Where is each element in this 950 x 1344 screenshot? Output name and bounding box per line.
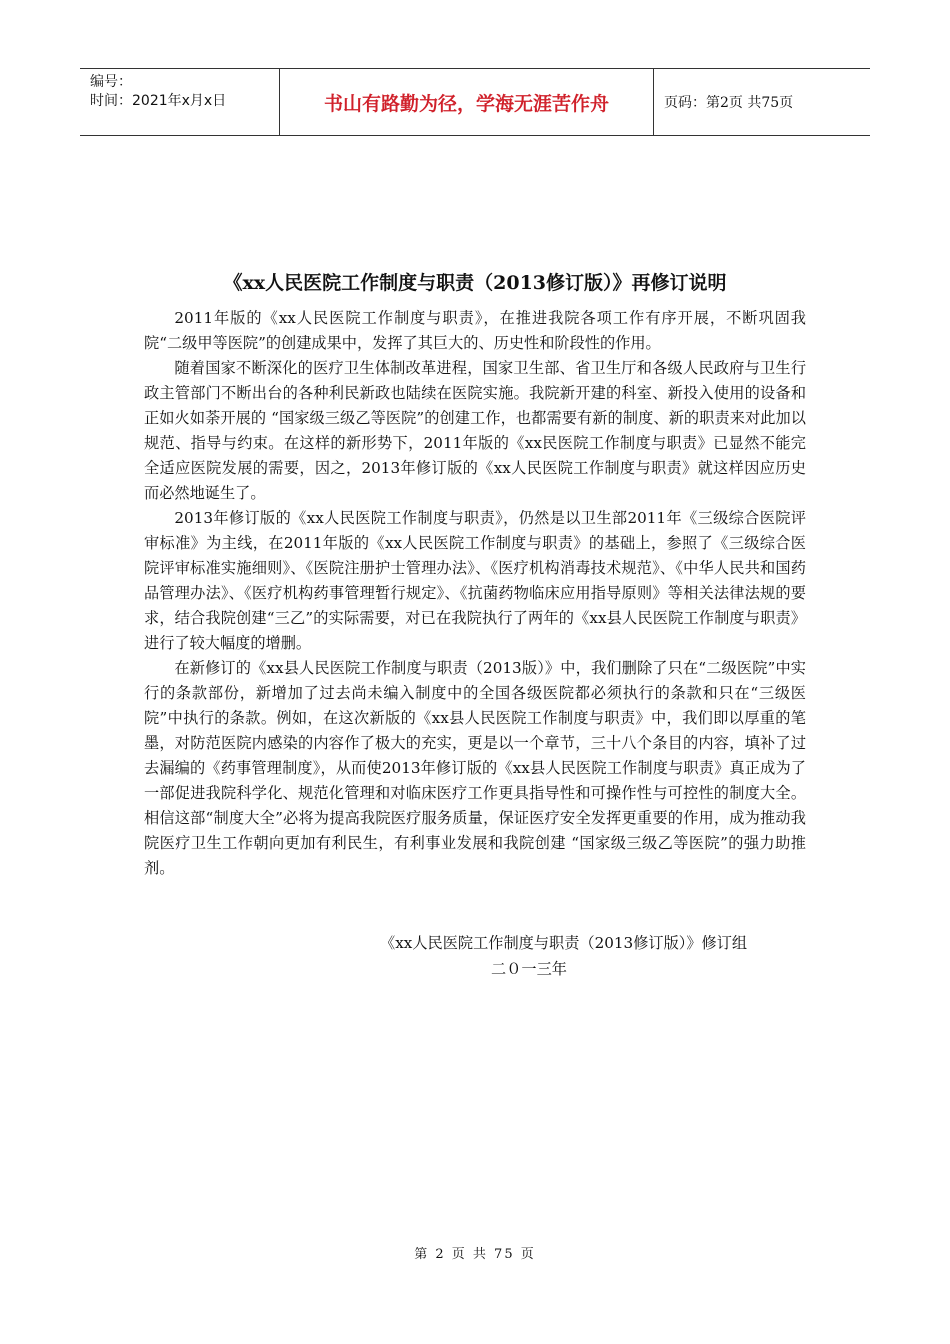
signature-date: 二０一三年 (491, 960, 567, 978)
paragraph: 在新修订的《xx县人民医院工作制度与职责（2013版）》中，我们删除了只在“二级医院”中实行的条款部份，新增加了过去尚未编入制度中的全国各级医院都必须执行的条款和只在“三级医院”中执行的条款。例如，在这次新版的《xx县人民医院工作制度与职责》中，我们即以厚重的笔墨，对防范医院内感染的内容作了极大的充实，更是以一个章节，三十八个条目的内容，填补了过去漏编的《药事管理制度》，从而使2013年修订版的《xx县人民医院工作制度与职责》真正成为了一部促进我院科学化、规范化管理和对临床医疗工作更具指导性和可操作性与可控性的制度大全。相信这部“制度大全”必将为提高我院医疗服务质量，保证医疗安全发挥更重要的作用，成为推动我院医疗卫生工作朝向更加有利民生，有利事业发展和我院创建 “国家级三级乙等医院”的强力助推剂。 (144, 659, 806, 877)
paragraph: 随着国家不断深化的医疗卫生体制改革进程，国家卫生部、省卫生厅和各级人民政府与卫生行政主管部门不断出台的各种利民新政也陆续在医院实施。我院新开建的科室、新投入使用的设备和正如火如荼开展的 “国家级三级乙等医院”的创建工作，也都需要有新的制度、新的职责来对此加以规范、指导与约束。在这样的新形势下，2011年版的《xx民医院工作制度与职责》已显然不能完全适应医院发展的需要，因之，2013年修订版的《xx人民医院工作制度与职责》就这样因应历史而必然地诞生了。 (144, 359, 806, 502)
time-label: 时间：2021年x月x日 (90, 93, 227, 109)
number-label: 编号： (90, 74, 132, 90)
header-meta (80, 69, 280, 135)
header-motto: 书山有路勤为径，学海无涯苦作舟 (280, 69, 654, 135)
document-header (80, 68, 870, 136)
document-title: 《xx人民医院工作制度与职责（2013修订版）》再修订说明 (223, 272, 727, 294)
document-body (144, 306, 806, 881)
page-footer: 第 2 页 共 75 页 (414, 1247, 536, 1262)
paragraph: 2011年版的《xx人民医院工作制度与职责》，在推进我院各项工作有序开展，不断巩固我院“二级甲等医院”的创建成果中，发挥了其巨大的、历史性和阶段性的作用。 (144, 309, 806, 352)
signature-block (330, 930, 870, 982)
paragraph: 2013年修订版的《xx人民医院工作制度与职责》，仍然是以卫生部2011年《三级综合医院评审标准》为主线，在2011年版的《xx人民医院工作制度与职责》的基础上，参照了《三级综合医院评审标准实施细则》、《医院注册护士管理办法》、《医疗机构消毒技术规范》、《中华人民共和国药品管理办法》、《医疗机构药事管理暂行规定》、《抗菌药物临床应用指导原则》等相关法律法规的要求，结合我院创建“三乙”的实际需要，对已在我院执行了两年的《xx县人民医院工作制度与职责》进行了较大幅度的增删。 (144, 509, 806, 652)
header-page-info: 页码：第2页 共75页 (664, 95, 794, 111)
signature-org: 《xx人民医院工作制度与职责（2013修订版）》修订组 (380, 934, 748, 952)
